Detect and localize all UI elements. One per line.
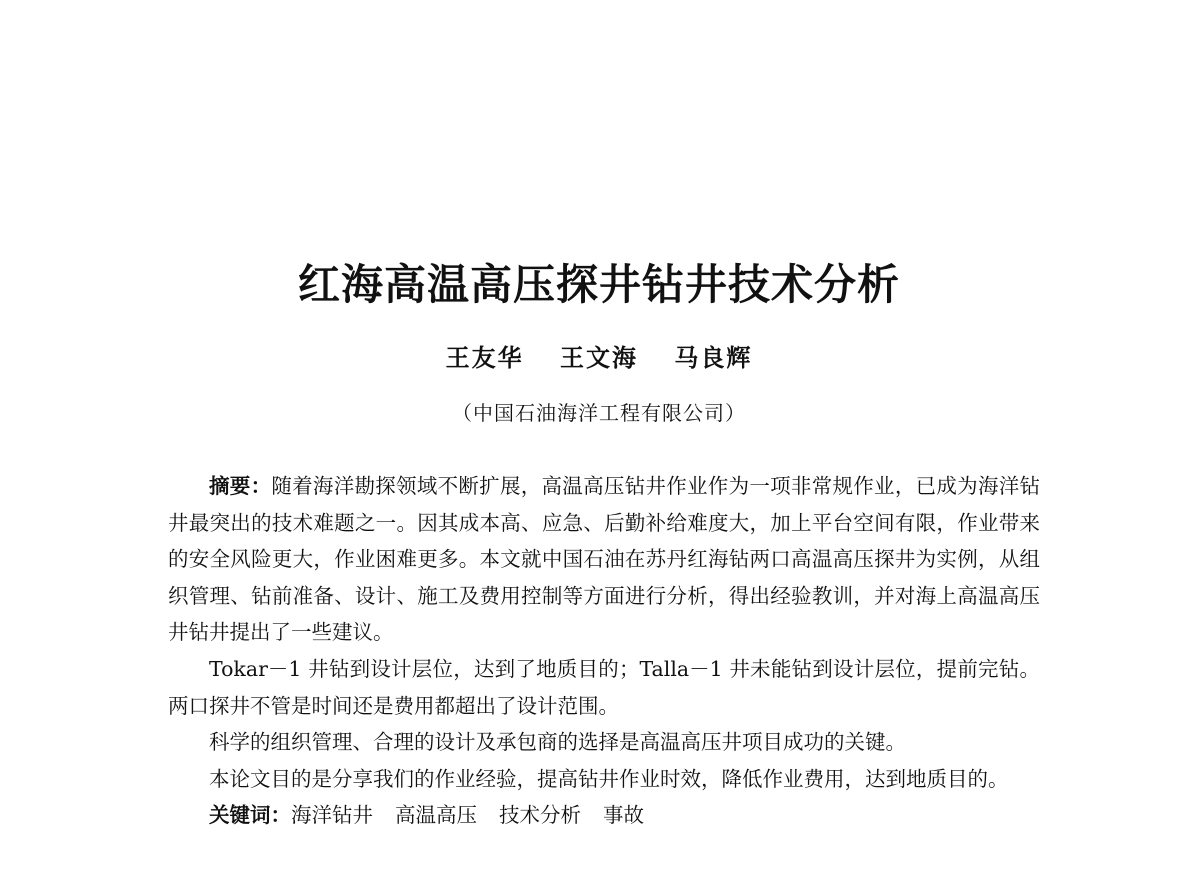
body-paragraph: Tokar－1 井钻到设计层位，达到了地质目的；Talla－1 井未能钻到设计层位，提前完钻。两口探井不管是时间还是费用都超出了设计范围。: [168, 656, 1040, 718]
author-list: [0, 338, 1198, 373]
author-name: 王文海: [560, 343, 638, 372]
author-name: 马良辉: [674, 343, 753, 372]
body-paragraph: 本论文目的是分享我们的作业经验，提高钻井作业时效，降低作业费用，达到地质目的。: [209, 766, 1009, 791]
abstract-section: [168, 468, 1040, 834]
abstract-label: 摘要：: [209, 474, 272, 498]
keyword: 事故: [603, 803, 644, 828]
paper-title: 红海高温高压探井钻井技术分析: [297, 260, 900, 309]
keyword: 高温高压: [395, 803, 477, 828]
body-paragraph: 科学的组织管理、合理的设计及承包商的选择是高温高压井项目成功的关键。: [209, 730, 906, 755]
affiliation: （中国石油海洋工程有限公司）: [452, 401, 746, 425]
abstract-paragraph: [168, 468, 1040, 651]
keywords-line: [168, 797, 1040, 834]
author-name: 王友华: [445, 343, 524, 372]
keyword: 海洋钻井: [291, 803, 373, 828]
keywords-label: 关键词：: [209, 803, 291, 828]
keyword: 技术分析: [499, 803, 581, 828]
abstract-text: 随着海洋勘探领域不断扩展，高温高压钻井作业作为一项非常规作业，已成为海洋钻井最突出的技术难题之一。因其成本高、应急、后勤补给难度大，加上平台空间有限，作业带来的安全风险更大，作业困难更多。本文就中国石油在苏丹红海钻两口高温高压探井为实例，从组织管理、钻前准备、设计、施工及费用控制等方面进行分析，得出经验教训，并对海上高温高压井钻井提出了一些建议。: [168, 474, 1041, 645]
